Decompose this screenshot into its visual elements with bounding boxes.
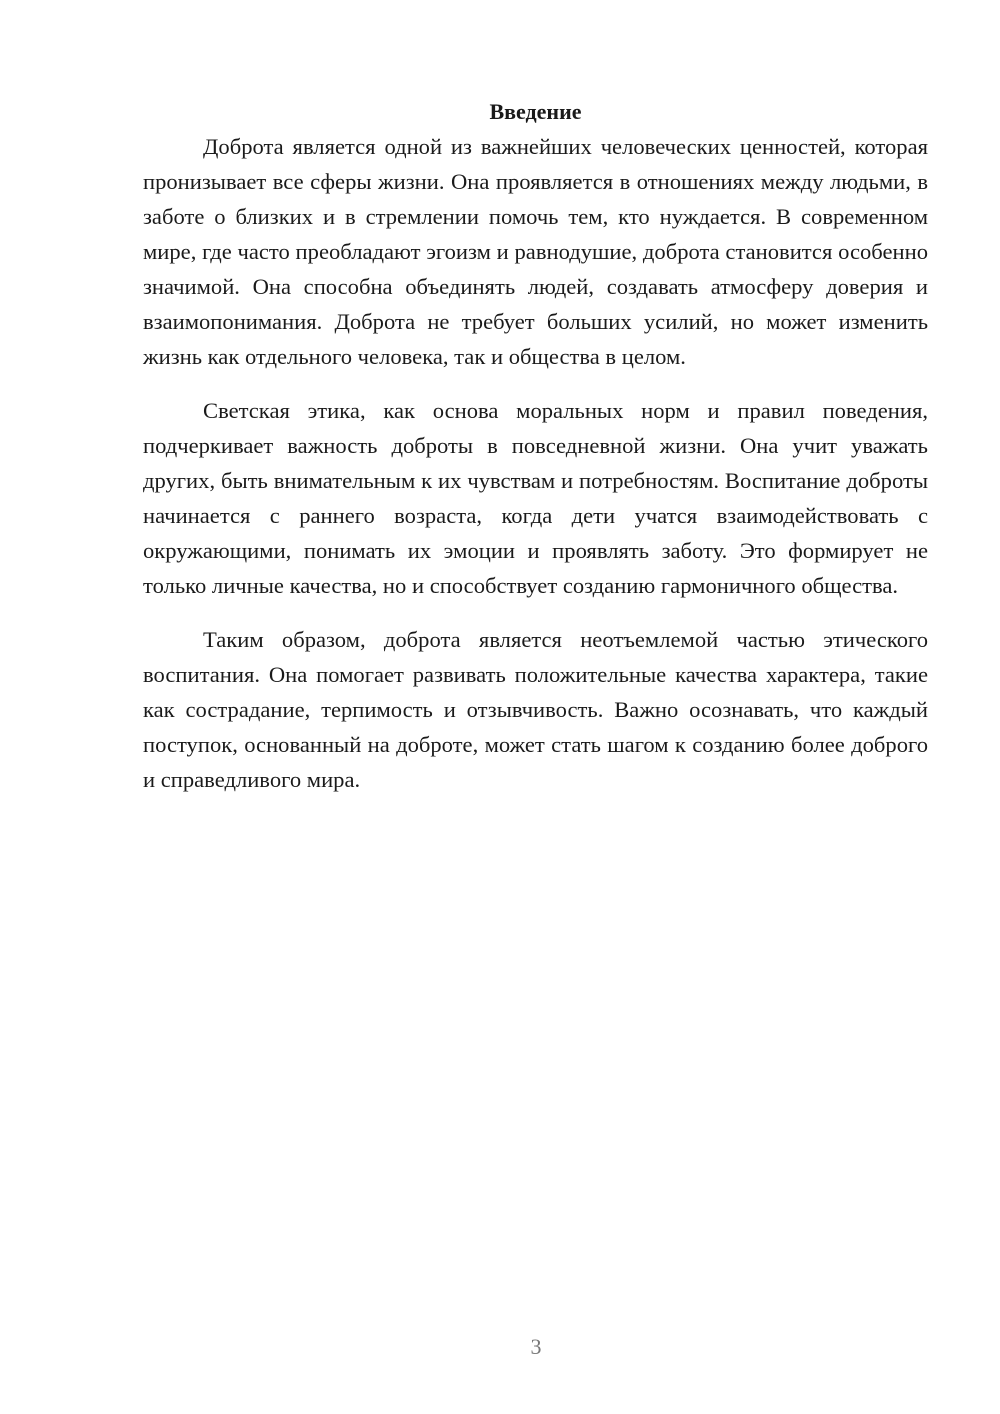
page-content (143, 94, 928, 816)
section-heading: Введение (489, 99, 582, 124)
paragraph-2: Светская этика, как основа моральных норм и правил поведения, подчеркивает важность доброты в повседневной жизни. Она учит уважать других, быть внимательным к их чувствам и потребностям. Воспитание доброты начинается с раннего возраста, когда дети учатся взаимодействовать с окружающими, понимать их эмоции и проявлять заботу. Это формирует не только личные качества, но и способствует созданию гармоничного общества. (143, 398, 928, 598)
paragraph-3: Таким образом, доброта является неотъемлемой частью этического воспитания. Она помогает развивать положительные качества характера, такие как сострадание, терпимость и отзывчивость. Важно осознавать, что каждый поступок, основанный на доброте, может стать шагом к созданию более доброго и справедливого мира. (143, 627, 928, 792)
paragraph-1: Доброта является одной из важнейших человеческих ценностей, которая пронизывает все сферы жизни. Она проявляется в отношениях между людьми, в заботе о близких и в стремлении помочь тем, кто нуждается. В современном мире, где часто преобладают эгоизм и равнодушие, доброта становится особенно значимой. Она способна объединять людей, создавать атмосферу доверия и взаимопонимания. Доброта не требует больших усилий, но может изменить жизнь как отдельного человека, так и общества в целом. (143, 134, 928, 369)
page-number: 3 (530, 1334, 542, 1359)
